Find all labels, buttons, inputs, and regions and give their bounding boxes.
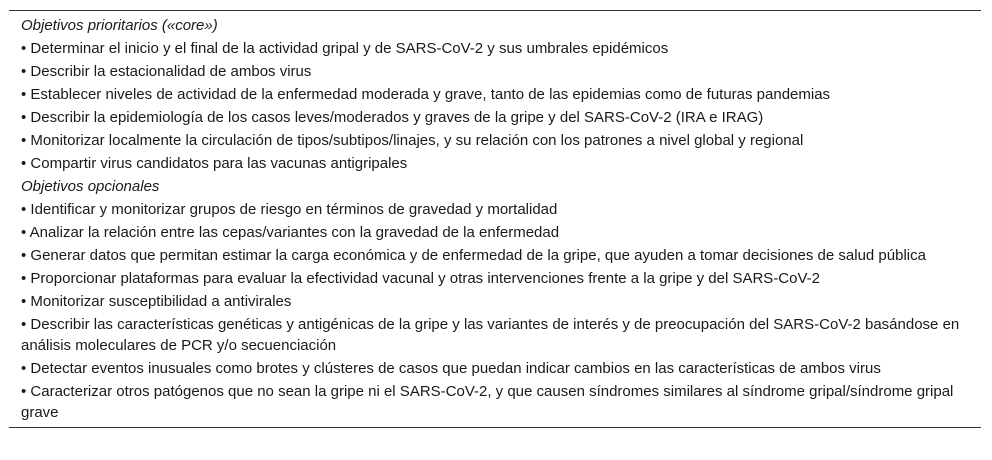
list-item: • Proporcionar plataformas para evaluar la efectividad vacunal y otras intervenciones frente a la gripe y del SARS-CoV-2 [21, 270, 820, 287]
list-item: • Determinar el inicio y el final de la actividad gripal y de SARS-CoV-2 y sus umbrales epidémicos [21, 40, 669, 57]
list-item: • Monitorizar susceptibilidad a antivirales [21, 293, 292, 310]
list-item: • Compartir virus candidatos para las vacunas antigripales [21, 155, 408, 172]
list-item: • Generar datos que permitan estimar la carga económica y de enfermedad de la gripe, que ayuden a tomar decisiones de salud pública [21, 247, 926, 264]
list-item: • Describir la estacionalidad de ambos virus [21, 63, 312, 80]
list-item: • Caracterizar otros patógenos que no sean la gripe ni el SARS-CoV-2, y que causen síndromes similares al síndrome gripal/síndrome gripal grave [21, 383, 954, 421]
objectives-table [9, 10, 981, 428]
list-item: • Describir las características genéticas y antigénicas de la gripe y las variantes de interés y de preocupación del SARS-CoV-2 basándose en análisis moleculares de PCR y/o secuenciación [21, 316, 960, 354]
list-item: • Establecer niveles de actividad de la enfermedad moderada y grave, tanto de las epidemias como de futuras pandemias [21, 86, 831, 103]
list-item: • Describir la epidemiología de los casos leves/moderados y graves de la gripe y del SARS-CoV-2 (IRA e IRAG) [21, 109, 764, 126]
list-item: • Detectar eventos inusuales como brotes y clústeres de casos que puedan indicar cambios en las características de ambos virus [21, 360, 881, 377]
list-item: • Monitorizar localmente la circulación de tipos/subtipos/linajes, y su relación con los patrones a nivel global y regional [21, 132, 804, 149]
section-heading-core: Objetivos prioritarios («core») [21, 17, 218, 34]
section-heading-optional: Objetivos opcionales [21, 178, 160, 195]
list-item: • Identificar y monitorizar grupos de riesgo en términos de gravedad y mortalidad [21, 201, 558, 218]
list-item: • Analizar la relación entre las cepas/variantes con la gravedad de la enfermedad [21, 224, 560, 241]
